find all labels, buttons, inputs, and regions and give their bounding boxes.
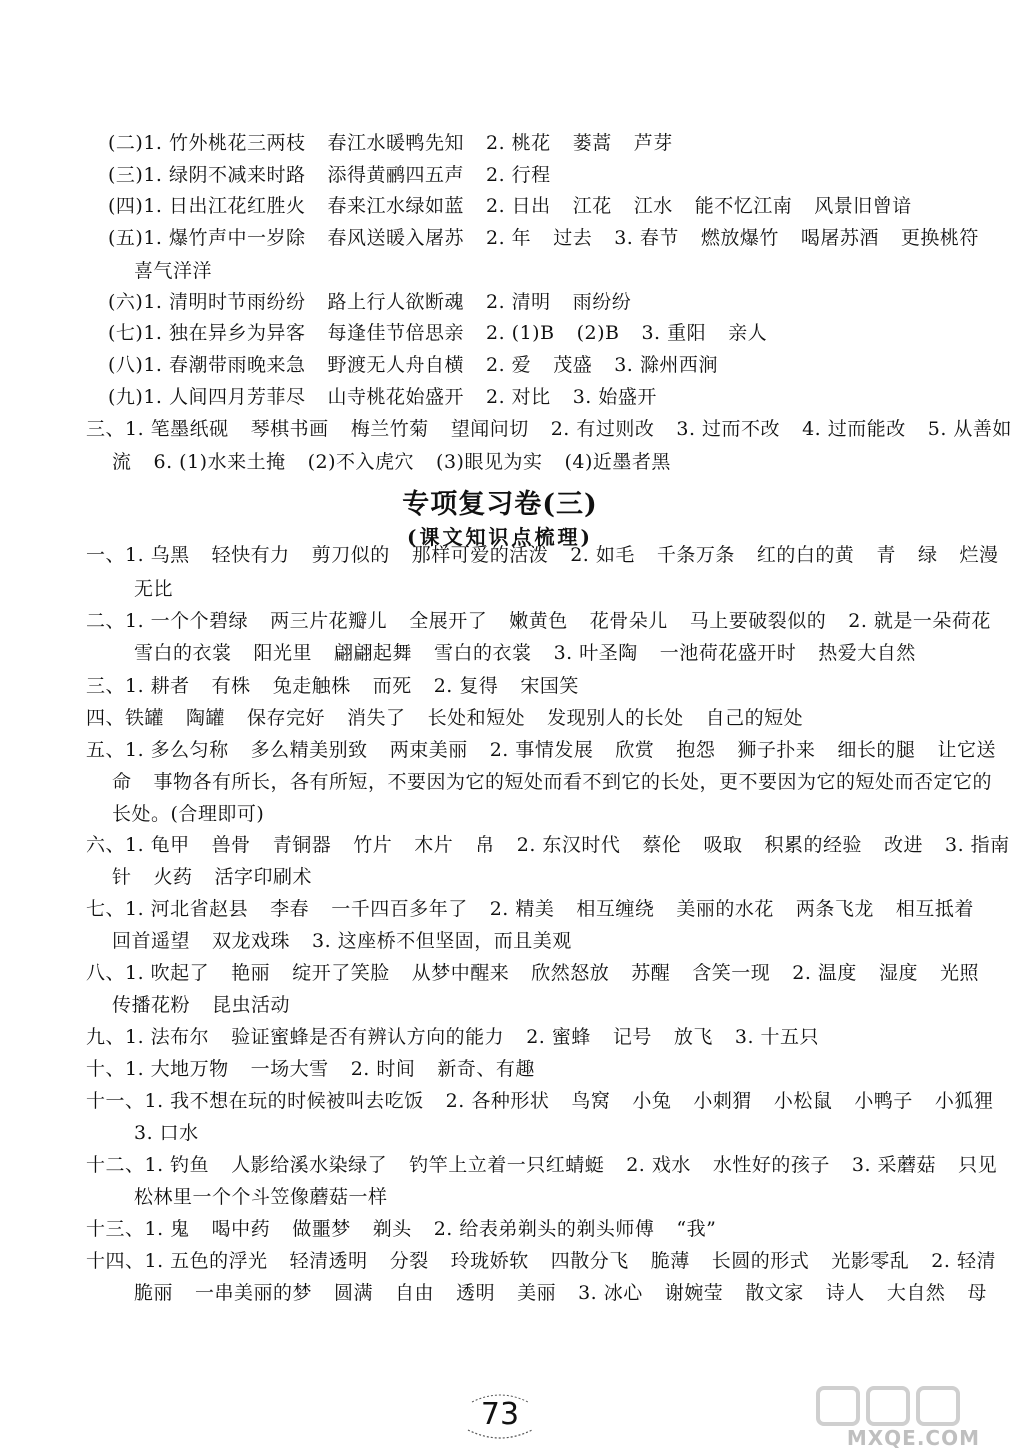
answer-line: 四、铁罐 陶罐 保存完好 消失了 长处和短处 发现别人的长处 自己的短处 xyxy=(86,707,804,729)
answer-line: 二、1. 一个个碧绿 两三片花瓣儿 全展开了 嫩黄色 花骨朵儿 马上要破裂似的 2. 就是一朵荷花 xyxy=(86,610,991,632)
answer-line: 十二、1. 钓鱼 人影给溪水染绿了 钓竿上立着一只红蜻蜓 2. 戏水 水性好的孩子 3. 采蘑菇 只见 xyxy=(86,1154,998,1176)
answer-line: 流 6. (1)水来土掩 (2)不入虎穴 (3)眼见为实 (4)近墨者黑 xyxy=(112,451,671,473)
answer-line: 十四、1. 五色的浮光 轻清透明 分裂 玲珑娇软 四散分飞 脆薄 长圆的形式 光影零乱 2. 轻清 xyxy=(86,1250,996,1272)
answer-line: (七)1. 独在异乡为异客 每逢佳节倍思亲 2. (1)B (2)B 3. 重阳 亲人 xyxy=(108,322,768,344)
page-number: 73 xyxy=(480,1397,520,1432)
answer-line: 喜气洋洋 xyxy=(134,260,213,282)
answer-line: (八)1. 春潮带雨晚来急 野渡无人舟自横 2. 爱 茂盛 3. 滁州西涧 xyxy=(108,354,718,376)
section-title: 专项复习卷(三) xyxy=(402,489,598,520)
answer-line: 针 火药 活字印刷术 xyxy=(112,866,313,888)
answer-line: 一、1. 乌黑 轻快有力 剪刀似的 那样可爱的活泼 2. 如毛 千条万条 红的白的黄 青 绿 烂漫 xyxy=(86,544,999,566)
answer-line: 三、1. 耕者 有株 兔走触株 而死 2. 复得 宋国笑 xyxy=(86,675,579,697)
watermark-logo xyxy=(798,1382,988,1450)
answer-line: 五、1. 多么匀称 多么精美别致 两束美丽 2. 事情发展 欣赏 抱怨 狮子扑来 细长的腿 让它送 xyxy=(86,739,996,761)
answer-line: 传播花粉 昆虫活动 xyxy=(112,994,291,1016)
answer-line: 十、1. 大地万物 一场大雪 2. 时间 新奇、有趣 xyxy=(86,1058,535,1080)
answer-line: 十三、1. 鬼 喝中药 做噩梦 剃头 2. 给表弟剃头的剃头师傅 “我” xyxy=(86,1218,717,1240)
answer-line: 九、1. 法布尔 验证蜜蜂是否有辨认方向的能力 2. 蜜蜂 记号 放飞 3. 十五只 xyxy=(86,1026,820,1048)
answer-line: (六)1. 清明时节雨纷纷 路上行人欲断魂 2. 清明 雨纷纷 xyxy=(108,291,632,313)
answer-line: 八、1. 吹起了 艳丽 绽开了笑脸 从梦中醒来 欣然怒放 苏醒 含笑一现 2. 温度 湿度 光照 xyxy=(86,962,979,984)
section-subtitle: (课文知识点梳理) xyxy=(407,525,593,549)
answer-line: 无比 xyxy=(134,578,174,600)
answer-line: 六、1. 龟甲 兽骨 青铜器 竹片 木片 帛 2. 东汉时代 蔡伦 吸取 积累的经验 改进 3. 指南 xyxy=(86,834,1010,856)
answer-line: (五)1. 爆竹声中一岁除 春风送暖入屠苏 2. 年 过去 3. 春节 燃放爆竹 喝屠苏酒 更换桃符 xyxy=(108,227,979,249)
answer-line: 脆丽 一串美丽的梦 圆满 自由 透明 美丽 3. 冰心 谢婉莹 散文家 诗人 大自然 母 xyxy=(134,1282,987,1304)
answer-line: 回首遥望 双龙戏珠 3. 这座桥不但坚固，而且美观 xyxy=(112,930,572,952)
watermark-domain: MXQE.COM xyxy=(846,1426,980,1450)
answer-line: 三、1. 笔墨纸砚 琴棋书画 梅兰竹菊 望闻问切 2. 有过则改 3. 过而不改 4. 过而能改 5. 从善如 xyxy=(86,418,1012,440)
answer-line: (二)1. 竹外桃花三两枝 春江水暖鸭先知 2. 桃花 蒌蒿 芦芽 xyxy=(108,132,673,154)
answer-line: (三)1. 绿阴不减来时路 添得黄鹂四五声 2. 行程 xyxy=(108,164,551,186)
answer-line: 3. 口水 xyxy=(134,1122,199,1144)
watermark-icon xyxy=(798,1382,988,1432)
answer-line: 命 事物各有所长，各有所短，不要因为它的短处而看不到它的长处，更不要因为它的短处而否定它的 xyxy=(112,771,993,793)
answer-line: (四)1. 日出江花红胜火 春来江水绿如蓝 2. 日出 江花 江水 能不忆江南 风景旧曾谙 xyxy=(108,195,912,217)
answer-line: 七、1. 河北省赵县 李春 一千四百多年了 2. 精美 相互缠绕 美丽的水花 两条飞龙 相互抵着 xyxy=(86,898,974,920)
answer-line: (九)1. 人间四月芳菲尽 山寺桃花始盛开 2. 对比 3. 始盛开 xyxy=(108,386,657,408)
answer-line: 松林里一个个斗笠像蘑菇一样 xyxy=(134,1186,388,1208)
answer-line: 雪白的衣裳 阳光里 翩翩起舞 雪白的衣裳 3. 叶圣陶 一池荷花盛开时 热爱大自然 xyxy=(134,642,916,664)
answer-line: 长处。(合理即可) xyxy=(112,803,265,825)
answer-line: 十一、1. 我不想在玩的时候被叫去吃饭 2. 各种形状 鸟窝 小兔 小刺猬 小松鼠 小鸭子 小狐狸 xyxy=(86,1090,994,1112)
